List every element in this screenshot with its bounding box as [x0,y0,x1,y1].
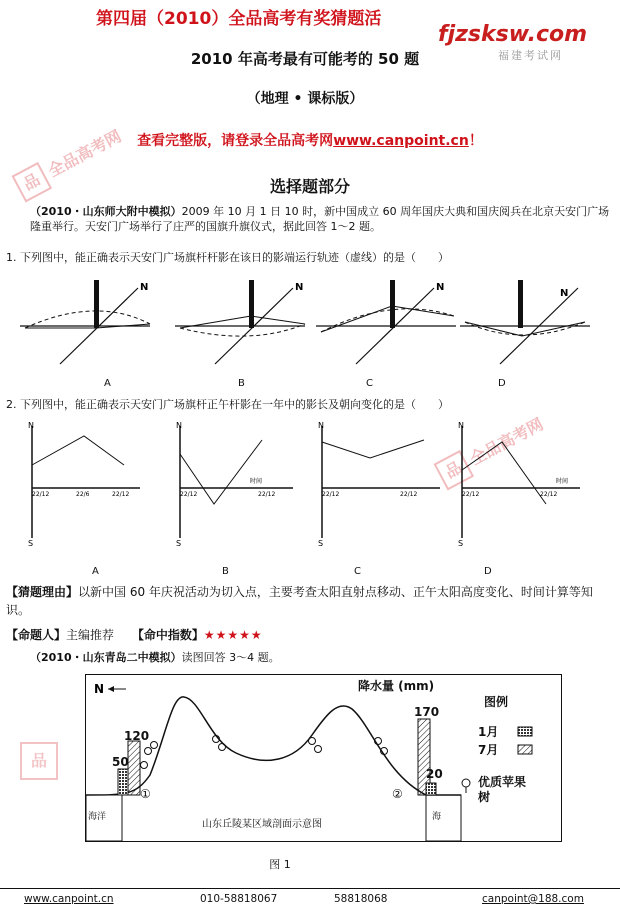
axis-bottom-label: S [176,539,182,548]
sea-left-label: 海洋 [88,812,107,822]
figure-north-label: N [94,682,105,696]
q1-option-b-diagram[interactable] [175,280,305,364]
intro2-source: （2010・山东青岛二中模拟） [30,651,182,664]
rationale-text: 以新中国 60 年庆祝活动为切入点，主要考查太阳直射点移动、正午太阳高度变化、时间计算等知识。 [6,585,593,617]
setter-name: 主编推荐 [66,628,115,642]
q2-option-b[interactable]: B [222,566,229,577]
axis-date-label: 22/12 [112,491,130,498]
axis-bottom-label: S [458,539,464,548]
north-arrow-icon [108,686,114,692]
promo-link[interactable]: www.canpoint.cn [333,133,469,149]
headline: 第四届（2010）全品高考有奖猜题活 [96,9,382,29]
precip-title: 降水量 (mm) [358,679,435,693]
intro-source: （2010・山东师大附中模拟） [30,205,182,218]
axis-time-label: 时间 [250,478,263,485]
axis-bottom-label: S [28,539,34,548]
watermark-stamp [20,742,80,802]
axis-date-label: 22/6 [76,491,90,498]
right-jan-value: 20 [426,767,443,781]
north-label: N [140,282,149,293]
intro-text: 2009 年 10 月 1 日 10 时，新中国成立 60 周年国庆大典和国庆阅兵在北京天安门广场隆重举行。天安门广场举行了庄严的国旗升旗仪式，据此回答 1～2 题。 [30,205,610,233]
sea-right-label: 海 [432,812,442,822]
left-jan-value: 50 [112,755,129,769]
watermark-text: 全品高考网 [44,126,125,181]
figure-caption: 图 1 [269,858,291,871]
axis-time-label: 时间 [556,478,569,485]
profile-inner-caption: 山东丘陵某区域剖面示意图 [202,819,322,830]
brand-logo-text: fjzsksw.com [438,22,588,47]
legend-jan-label: 1月 [478,725,499,739]
q1-option-a-diagram[interactable] [20,280,150,364]
q1-option-d-diagram[interactable] [460,280,590,364]
axis-top-label: N [458,421,464,430]
q2-option-b-chart[interactable] [176,421,293,548]
q1-option-d[interactable]: D [498,378,506,389]
intro-paragraph [30,204,610,234]
section-title: 选择题部分 [269,177,350,196]
point-2: ② [392,787,403,801]
q1-option-c-diagram[interactable] [316,280,456,364]
watermark-logo-icon: 品 [434,450,475,491]
watermark-logo-icon: 品 [12,162,53,203]
index-label: 【命中指数】 [131,628,204,642]
legend-jan-swatch [518,727,532,736]
edition: （地理 • 课标版） [246,91,364,107]
legend-apple-icon [462,779,470,793]
left-jan-bar [118,769,128,795]
left-jul-bar [128,741,140,795]
q2-option-d[interactable]: D [484,566,492,577]
point-1: ① [140,787,151,801]
axis-bottom-label: S [318,539,324,548]
footer-email[interactable]: canpoint@188.com [482,893,584,905]
footer-phone-2: 58818068 [334,893,388,905]
promo-prefix: 查看完整版，请登录全品高考网 [137,133,334,149]
footer-url[interactable]: www.canpoint.cn [24,893,114,905]
axis-top-label: N [318,421,324,430]
q2-option-a[interactable]: A [92,566,99,577]
legend-title: 图例 [484,695,509,709]
legend-jul-swatch [518,745,532,754]
promo-suffix: ！ [468,133,483,149]
axis-date-label: 22/12 [258,491,276,498]
q1-option-b[interactable]: B [238,378,245,389]
apple-tree-icon [141,736,388,769]
axis-top-label: N [176,421,182,430]
brand-sub: 福建考试网 [498,49,563,62]
left-jul-value: 120 [124,729,150,743]
rating-stars-icon: ★★★★★ [203,628,263,642]
axis-date-label: 22/12 [180,491,198,498]
axis-date-label: 22/12 [322,491,340,498]
rationale-label: 【猜题理由】 [6,585,79,599]
page-subtitle: 2010 年高考最有可能考的 50 题 [190,50,420,68]
legend-apple-label: 优质苹果树 [478,775,527,804]
intro2 [30,650,280,665]
axis-date-label: 22/12 [400,491,418,498]
right-jan-bar [426,783,436,795]
q1-option-a[interactable]: A [104,378,111,389]
profile-figure [85,674,562,842]
q2-stem: 2. 下列图中，能正确表示天安门广场旗杆正午杆影在一年中的影长及朝向变化的是（ ） [6,398,449,411]
right-jul-value: 170 [414,705,440,719]
q1-option-c[interactable]: C [366,378,373,389]
axis-top-label: N [28,421,34,430]
q1-stem: 1. 下列图中，能正确表示天安门广场旗杆杆影在该日的影端运行轨迹（虚线）的是（ ） [6,251,449,264]
setter-label: 【命题人】 [6,628,67,642]
watermark-text: 全品高考网 [466,414,547,469]
axis-date-label: 22/12 [32,491,50,498]
legend-jul-label: 7月 [478,743,499,757]
intro2-text: 读图回答 3～4 题。 [181,651,280,664]
q2-option-c-chart[interactable] [318,421,440,548]
north-label: N [560,288,569,299]
setter-line [6,626,263,643]
footer-phone-1: 010-58818067 [200,893,278,905]
axis-date-label: 22/12 [462,491,480,498]
terrain-profile [86,697,461,795]
q2-option-c[interactable]: C [354,566,361,577]
north-label: N [295,282,304,293]
north-label: N [436,282,445,293]
q2-figures [10,420,610,550]
page-footer [0,888,620,909]
axis-date-label: 22/12 [540,491,558,498]
watermark-logo-icon: 品 [20,742,58,780]
q2-option-a-chart[interactable] [28,421,140,548]
rationale [6,583,614,619]
q2-option-d-chart[interactable] [458,421,580,548]
